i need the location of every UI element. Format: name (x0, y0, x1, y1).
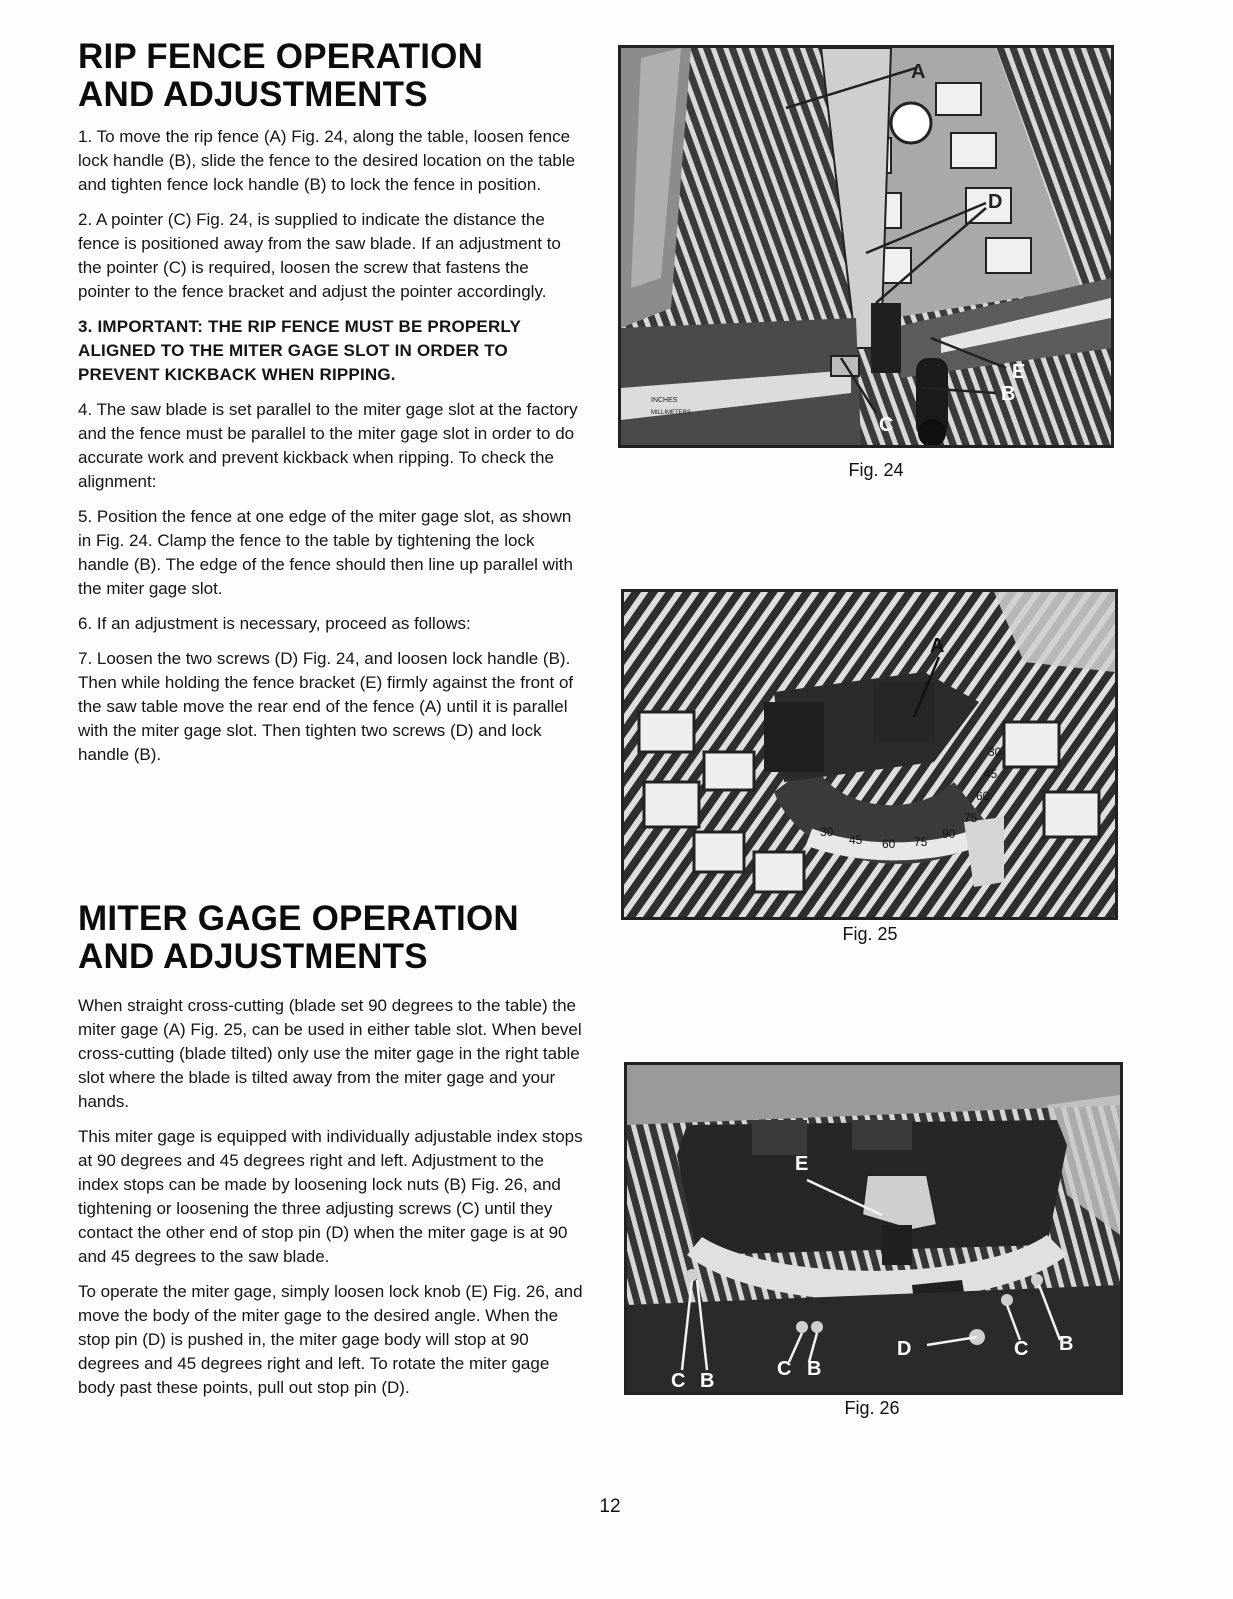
miter-gage-illustration (624, 592, 1115, 917)
fig24-scale-mm: MILLIMETERS (651, 410, 692, 416)
miter-gage-section (78, 900, 583, 1411)
rip-step-4: 4. The saw blade is set parallel to the miter gage slot at the factory and the fence must be parallel to the miter gage slot in order to do accurate work and prevent kickback when ripping. To check the alignment: (78, 400, 578, 491)
fig24-callout-e: E (1012, 361, 1026, 383)
fig25-scale-60a: 60 (882, 837, 896, 851)
miter-paragraph-2: This miter gage is equipped with individually adjustable index stops at 90 degrees and 45 degrees right and left. Adjustment to the index stops can be made by loosening lock nuts (B) Fig. 26, and tightening or loosening the three adjusting screws (C) until they contact the other end of stop pin (D) when the miter gage is at 90 and 45 degrees to the saw blade. (78, 1127, 583, 1266)
fig25-scale-90: 90 (942, 827, 956, 841)
miter-gage-heading-line1: MITER GAGE OPERATION (78, 899, 519, 938)
fig26-callout-c-left: C (671, 1370, 686, 1392)
miter-gage-stops-illustration (627, 1065, 1120, 1392)
miter-gage-heading-line2: AND ADJUSTMENTS (78, 937, 428, 976)
rip-step-6: 6. If an adjustment is necessary, proceed as follows: (78, 614, 471, 633)
fig24-callout-d: D (988, 191, 1003, 213)
miter-paragraph-3: To operate the miter gage, simply loosen lock knob (E) Fig. 26, and move the body of the miter gage to the desired angle. When the stop pin (D) is pushed in, the miter gage body will stop at 90 degrees and 45 degrees right and left. To rotate the miter gage body past these points, pull out stop pin (D). (78, 1282, 583, 1397)
rip-step-1: 1. To move the rip fence (A) Fig. 24, along the table, loosen fence lock handle (B), slide the fence to the desired location on the table and tighten fence lock handle (B) to lock the fence in position. (78, 127, 576, 194)
miter-gage-heading (78, 900, 583, 976)
fig25-scale-60b: 60 (976, 789, 990, 803)
rip-fence-section (78, 38, 583, 767)
fig-24-caption: Fig. 24 (848, 460, 904, 480)
rip-step-3-warning: 3. IMPORTANT: THE RIP FENCE MUST BE PROPERLY ALIGNED TO THE MITER GAGE SLOT IN ORDER TO PREVENT KICKBACK WHEN RIPPING. (78, 317, 521, 384)
fig24-callout-b: B (1001, 383, 1016, 405)
fig-25-photo (621, 589, 1118, 920)
fig-24-photo (618, 45, 1114, 448)
page-number: 12 (599, 1496, 621, 1517)
fig26-callout-d: D (897, 1338, 912, 1360)
rip-fence-heading (78, 38, 583, 114)
fig24-callout-c: C (879, 414, 894, 436)
fig25-scale-45a: 45 (849, 833, 863, 847)
fig26-callout-c-mid: C (777, 1358, 792, 1380)
fig25-scale-45b: 45 (984, 767, 998, 781)
fig24-scale-inches: INCHES (651, 397, 678, 404)
fig25-scale-75b: 75 (964, 811, 978, 825)
fig26-callout-b-left: B (700, 1370, 715, 1392)
rip-fence-heading-line1: RIP FENCE OPERATION (78, 37, 484, 76)
rip-step-2: 2. A pointer (C) Fig. 24, is supplied to indicate the distance the fence is positioned away from the saw blade. If an adjustment to the pointer (C) is required, loosen the screw that fastens the pointer to the fence bracket and adjust the pointer accordingly. (78, 210, 561, 301)
rip-fence-heading-line2: AND ADJUSTMENTS (78, 75, 428, 114)
fig-26-photo (624, 1062, 1123, 1395)
fig25-scale-30b: 30 (988, 745, 1002, 759)
text-column (78, 37, 583, 1397)
rip-step-5: 5. Position the fence at one edge of the miter gage slot, as shown in Fig. 24. Clamp the fence to the table by tightening the lock handle (B). The edge of the fence should then line up parallel with the miter gage slot. (78, 507, 573, 598)
fig26-callout-b-right: B (1059, 1333, 1074, 1355)
fig24-callout-a: A (911, 61, 926, 83)
fig26-callout-b-mid: B (807, 1358, 822, 1380)
rip-step-7: 7. Loosen the two screws (D) Fig. 24, and loosen lock handle (B). Then while holding the fence bracket (E) firmly against the front of the saw table move the rear end of the fence (A) until it is parallel with the miter gage slot. Then tighten two screws (D) and lock handle (B). (78, 649, 574, 764)
fig26-callout-e: E (795, 1153, 809, 1175)
rip-fence-illustration (621, 48, 1111, 445)
miter-paragraph-1: When straight cross-cutting (blade set 90 degrees to the table) the miter gage (A) Fig. 25, can be used in either table slot. When bevel cross-cutting (blade tilted) only use the miter gage in the right table slot where the blade is tilted away from the miter gage and your hands. (78, 996, 582, 1111)
fig25-scale-30a: 30 (820, 825, 834, 839)
fig26-callout-c-right: C (1014, 1338, 1029, 1360)
fig25-callout-a: A (930, 635, 945, 657)
fig-25-caption: Fig. 25 (842, 924, 898, 944)
fig-26-caption: Fig. 26 (844, 1398, 900, 1418)
fig25-scale-75a: 75 (914, 835, 928, 849)
